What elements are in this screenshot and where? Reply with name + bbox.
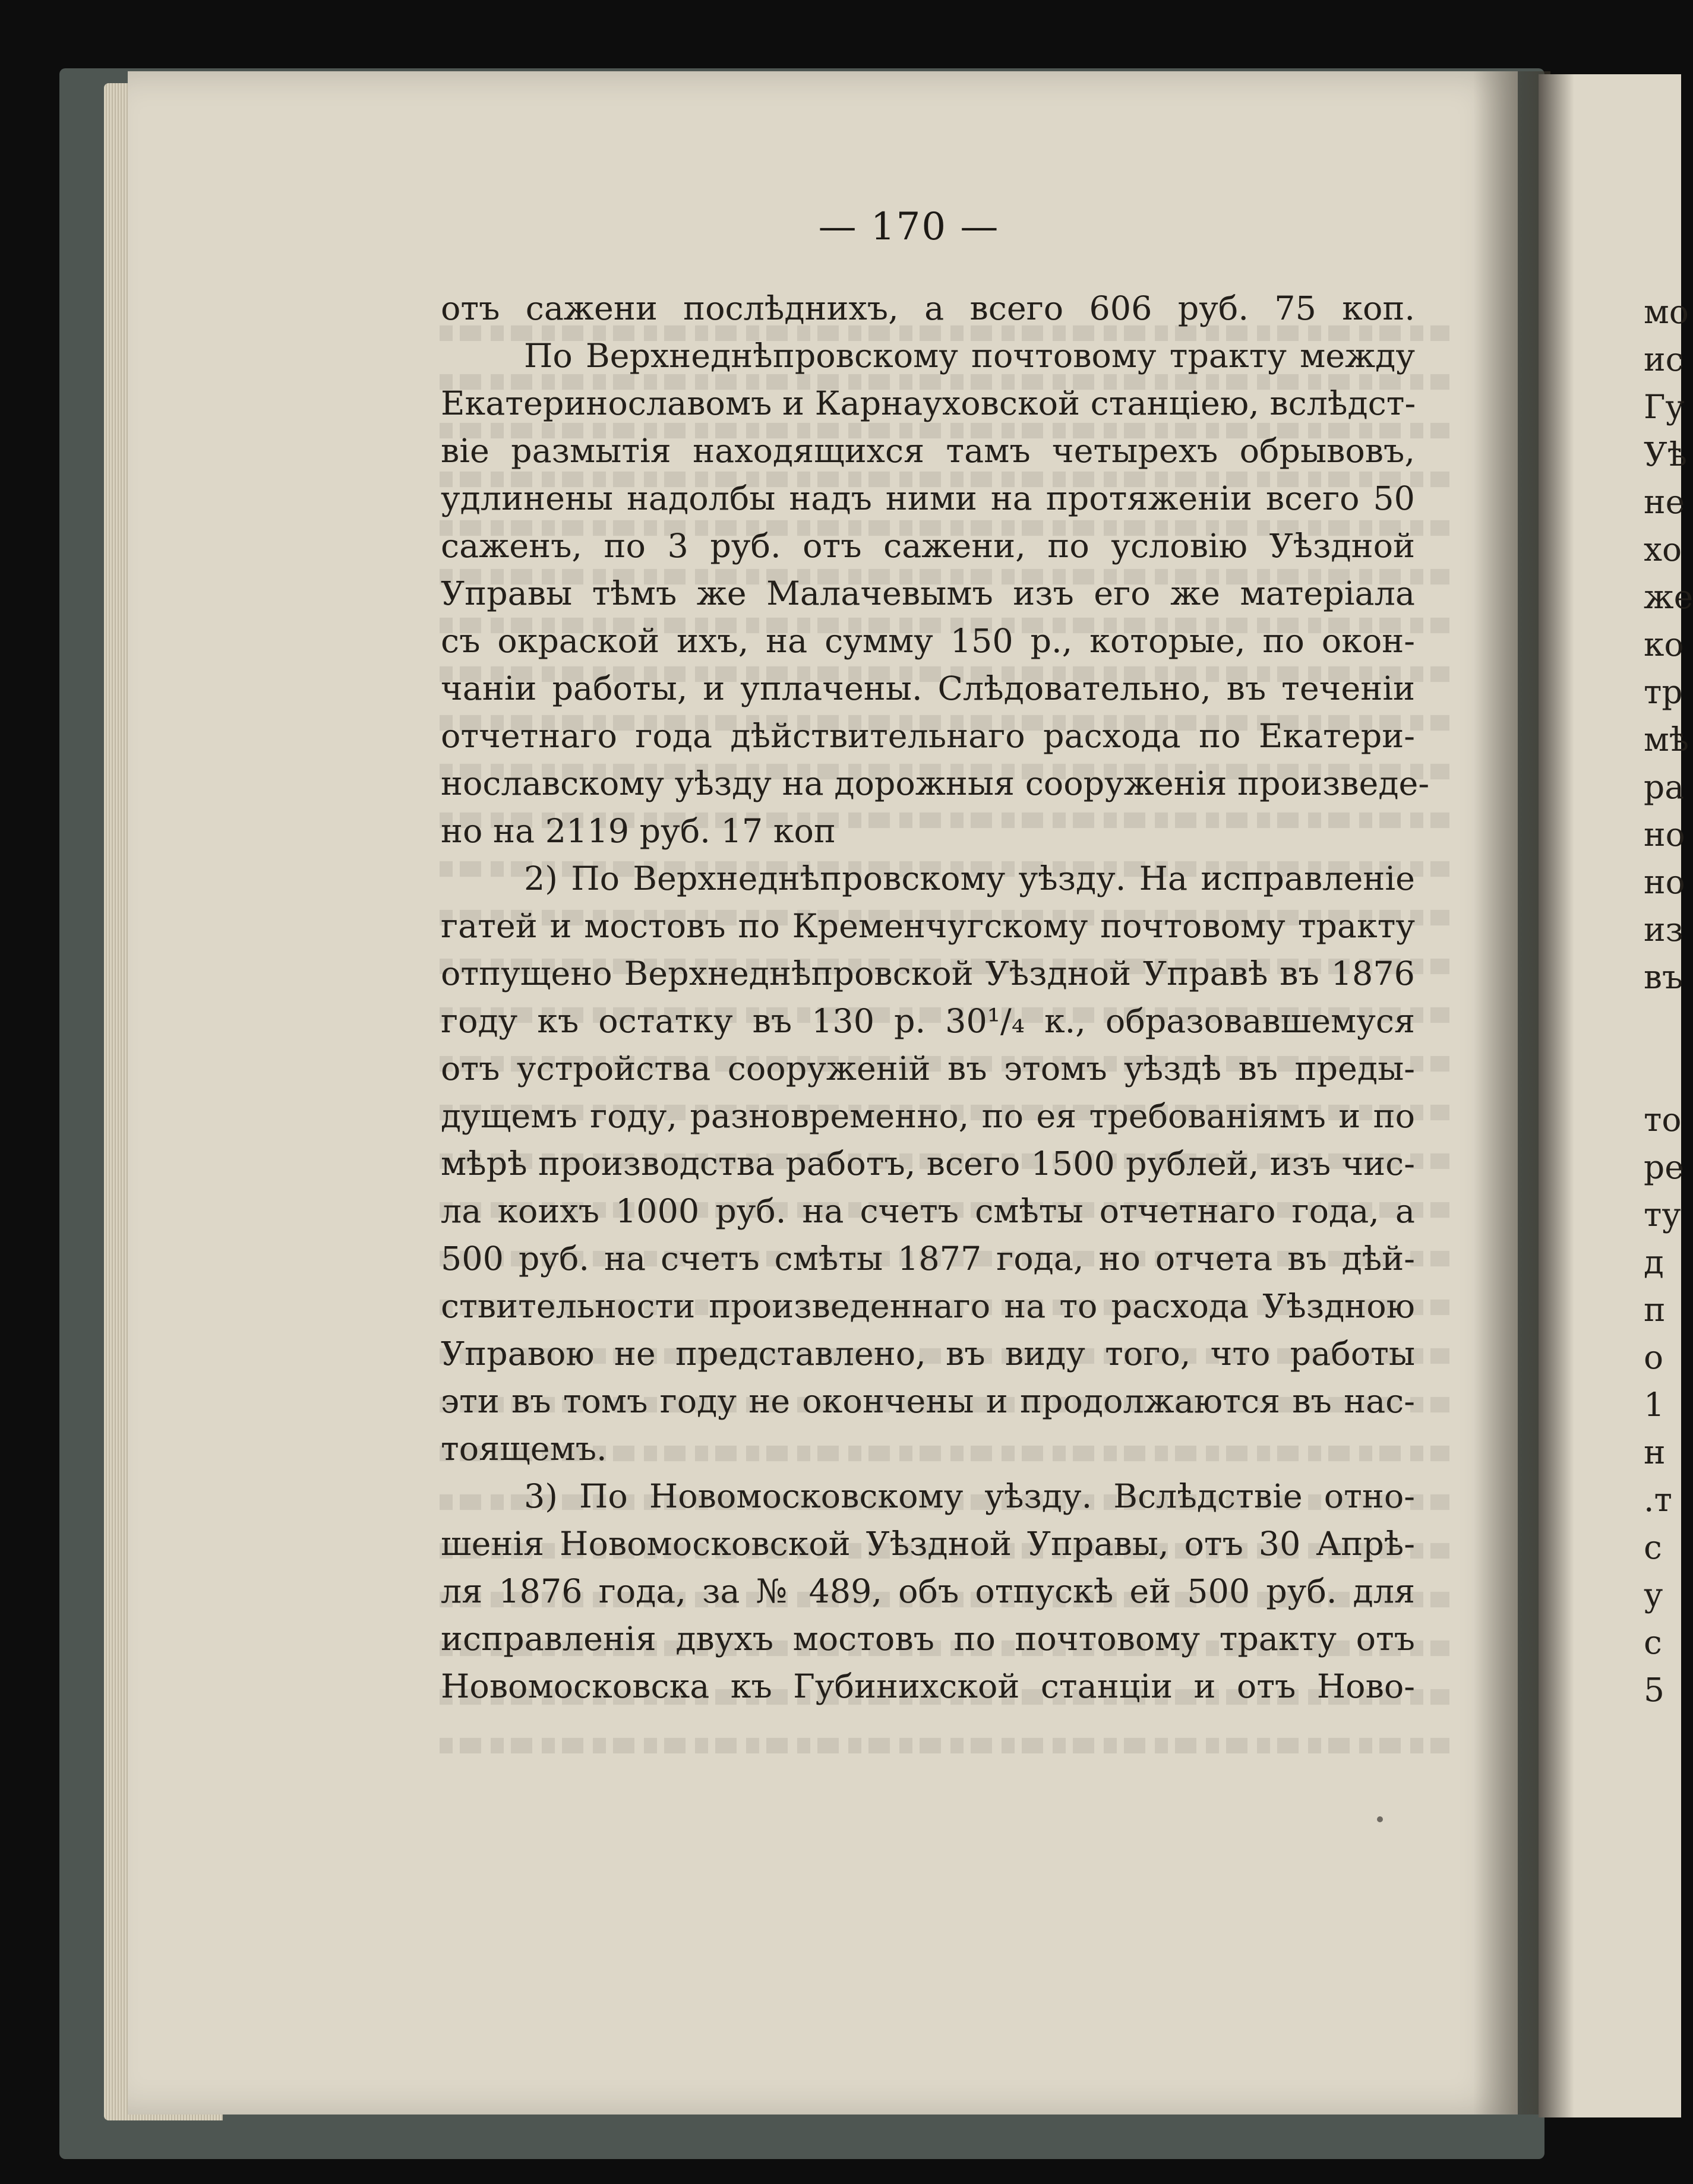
page-text: [441, 285, 1430, 1711]
text-line: отъ сажени послѣднихъ, а всего 606 руб. 75 коп.: [441, 289, 1415, 328]
right-fragment: Гу: [1644, 388, 1685, 426]
text-line: мѣрѣ производства работъ, всего 1500 рублей, изъ чис-: [441, 1145, 1415, 1183]
text-line: ла коихъ 1000 руб. на счетъ смѣты отчетнаго года, а: [441, 1192, 1415, 1231]
text-line: отпущено Верхнеднѣпровской Уѣздной Управѣ въ 1876: [441, 954, 1415, 993]
right-fragment: ра: [1644, 768, 1684, 806]
right-fragment: ре: [1644, 1148, 1684, 1186]
right-fragment: же: [1644, 578, 1693, 616]
text-line: отчетнаго года дѣйствительнаго расхода по Екатери-: [441, 717, 1415, 756]
right-fragment: то: [1644, 1101, 1682, 1139]
text-line: нославскому уѣзду на дорожныя сооруженія произведе-: [441, 764, 1430, 803]
right-fragment: не: [1644, 483, 1685, 521]
text-line: съ окраской ихъ, на сумму 150 р., которые, по окон-: [441, 622, 1415, 660]
text-line: тоящемъ.: [441, 1430, 607, 1468]
right-fragment: с: [1644, 1528, 1662, 1566]
text-line: віе размытія находящихся тамъ четырехъ обрывовъ,: [441, 432, 1415, 470]
right-fragment: тр: [1644, 673, 1683, 711]
right-fragment: 5: [1644, 1671, 1664, 1709]
text-line: ля 1876 года, за № 489, объ отпускѣ ей 500 руб. для: [441, 1572, 1415, 1611]
right-page-text: [1644, 288, 1693, 1714]
right-fragment: у: [1644, 1576, 1663, 1614]
right-fragment: с: [1644, 1623, 1662, 1661]
page-number: — 170 —: [818, 205, 1000, 249]
paper-speck: [1377, 1816, 1383, 1822]
text-line: году къ остатку въ 130 р. 30¹/₄ к., образовавшемуся: [441, 1002, 1415, 1041]
right-fragment: мо: [1644, 293, 1689, 331]
text-line: гатей и мостовъ по Кременчугскому почтовому тракту: [441, 907, 1415, 946]
right-fragment: но: [1644, 816, 1685, 854]
text-line: эти въ томъ году не окончены и продолжаются въ нас-: [441, 1382, 1415, 1421]
text-line: шенія Новомосковской Уѣздной Управы, отъ 30 Апрѣ-: [441, 1525, 1415, 1563]
right-fragment: 1: [1644, 1386, 1664, 1424]
text-line: Екатеринославомъ и Карнауховской станціею, вслѣдст-: [441, 384, 1416, 423]
right-fragment: .т: [1644, 1481, 1672, 1519]
right-fragment: ту: [1644, 1196, 1681, 1234]
text-line: Управою не представлено, въ виду того, что работы: [441, 1335, 1415, 1373]
right-fragment: но: [1644, 863, 1685, 901]
right-page-shadow: [1539, 74, 1574, 2117]
text-line: чаніи работы, и уплачены. Слѣдовательно, въ теченіи: [441, 669, 1415, 708]
text-line: ствительности произведеннаго на то расхода Уѣздною: [441, 1287, 1415, 1326]
right-fragment: мѣ: [1644, 720, 1689, 758]
text-line: Управы тѣмъ же Малачевымъ изъ его же матеріала: [441, 574, 1415, 613]
right-fragment: п: [1644, 1291, 1666, 1329]
text-line: Новомосковска къ Губинихской станціи и отъ Ново-: [441, 1667, 1415, 1706]
right-fragment: ко: [1644, 625, 1684, 663]
text-line: саженъ, по 3 руб. отъ сажени, по условію Уѣздной: [441, 527, 1415, 565]
text-line: 500 руб. на счетъ смѣты 1877 года, но отчета въ дѣй-: [441, 1240, 1415, 1278]
text-line: 2) По Верхнеднѣпровскому уѣзду. На исправленіе: [524, 859, 1415, 898]
text-line: отъ устройства сооруженій въ этомъ уѣздѣ въ преды-: [441, 1050, 1415, 1088]
right-fragment: ис: [1644, 340, 1684, 378]
right-fragment: из: [1644, 911, 1683, 949]
right-fragment: Уѣ: [1644, 435, 1687, 473]
right-fragment: о: [1644, 1338, 1664, 1376]
right-fragment: въ: [1644, 958, 1683, 996]
right-fragment: д: [1644, 1243, 1664, 1281]
text-line: но на 2119 руб. 17 коп: [441, 812, 836, 851]
text-line: дущемъ году, разновременно, по ея требованіямъ и по: [441, 1097, 1415, 1136]
text-line: По Верхнеднѣпровскому почтовому тракту между: [524, 337, 1415, 375]
text-line: 3) По Новомосковскому уѣзду. Вслѣдствіе отно-: [524, 1477, 1415, 1516]
right-fragment: хо: [1644, 530, 1682, 568]
right-fragment: н: [1644, 1433, 1666, 1471]
text-line: исправленія двухъ мостовъ по почтовому тракту отъ: [441, 1620, 1415, 1658]
text-line: удлинены надолбы надъ ними на протяженіи всего 50: [441, 479, 1415, 518]
